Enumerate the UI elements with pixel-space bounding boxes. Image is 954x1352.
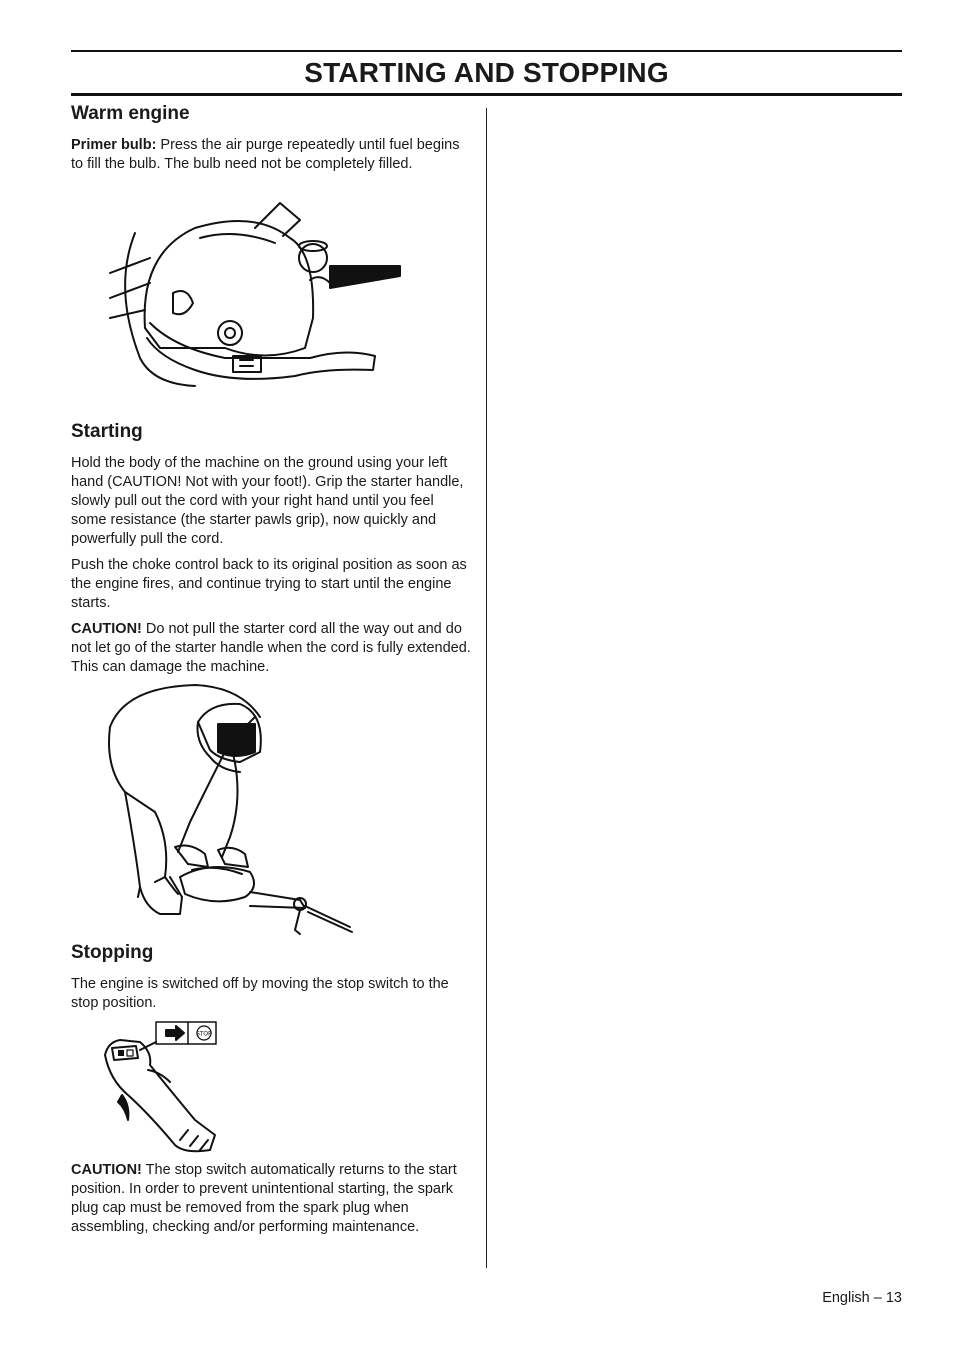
- starting-heading: Starting: [71, 421, 143, 442]
- warm-engine-section: [71, 102, 471, 174]
- primer-bulb-label: Primer bulb:: [71, 137, 157, 153]
- warm-engine-text: [71, 136, 471, 174]
- primer-bulb-illustration: [105, 198, 405, 394]
- starting-section: [71, 420, 471, 677]
- primer-bulb-text: Press the air purge repeatedly until fuel begins to fill the bulb. The bulb need not be completely filled.: [71, 137, 460, 172]
- stopping-caution-block: [71, 1161, 471, 1237]
- stop-symbol-label: STOP: [195, 1031, 213, 1038]
- header-rule-top: [71, 50, 902, 52]
- starting-illustration: [100, 682, 360, 936]
- page-title: STARTING AND STOPPING: [304, 57, 669, 88]
- warm-engine-heading: Warm engine: [71, 103, 190, 124]
- starting-para-1: Hold the body of the machine on the ground using your left hand (CAUTION! Not with your foot!). Grip the starter handle, slowly pull out the cord with your right hand until you feel some resistance (the starter pawls grip), now quickly and powerfully pull the cord.: [71, 455, 464, 547]
- starting-caution-label: CAUTION!: [71, 621, 142, 637]
- stopping-caution-text: The stop switch automatically returns to the start position. In order to prevent unintentional starting, the spark plug cap must be removed from the spark plug when assembling, checking and/or performing maintenance.: [71, 1162, 457, 1235]
- stop-switch-illustration: [100, 1020, 220, 1156]
- stopping-section: [71, 941, 471, 1013]
- starting-caution-text: Do not pull the starter cord all the way out and do not let go of the starter handle when the cord is fully extended. This can damage the machine.: [71, 621, 471, 675]
- arrow-right-icon: [166, 1026, 184, 1040]
- starting-caution: [71, 620, 471, 677]
- column-divider: [486, 108, 487, 1268]
- stopping-caution-label: CAUTION!: [71, 1162, 142, 1178]
- page-footer: English – 13: [822, 1290, 902, 1306]
- stopping-para-1: The engine is switched off by moving the stop switch to the stop position.: [71, 976, 449, 1011]
- stopping-caution: [71, 1161, 471, 1237]
- header-rule-bottom: [71, 93, 902, 96]
- starting-para-2: Push the choke control back to its original position as soon as the engine fires, and continue trying to start until the engine starts.: [71, 557, 467, 611]
- stopping-heading: Stopping: [71, 942, 154, 963]
